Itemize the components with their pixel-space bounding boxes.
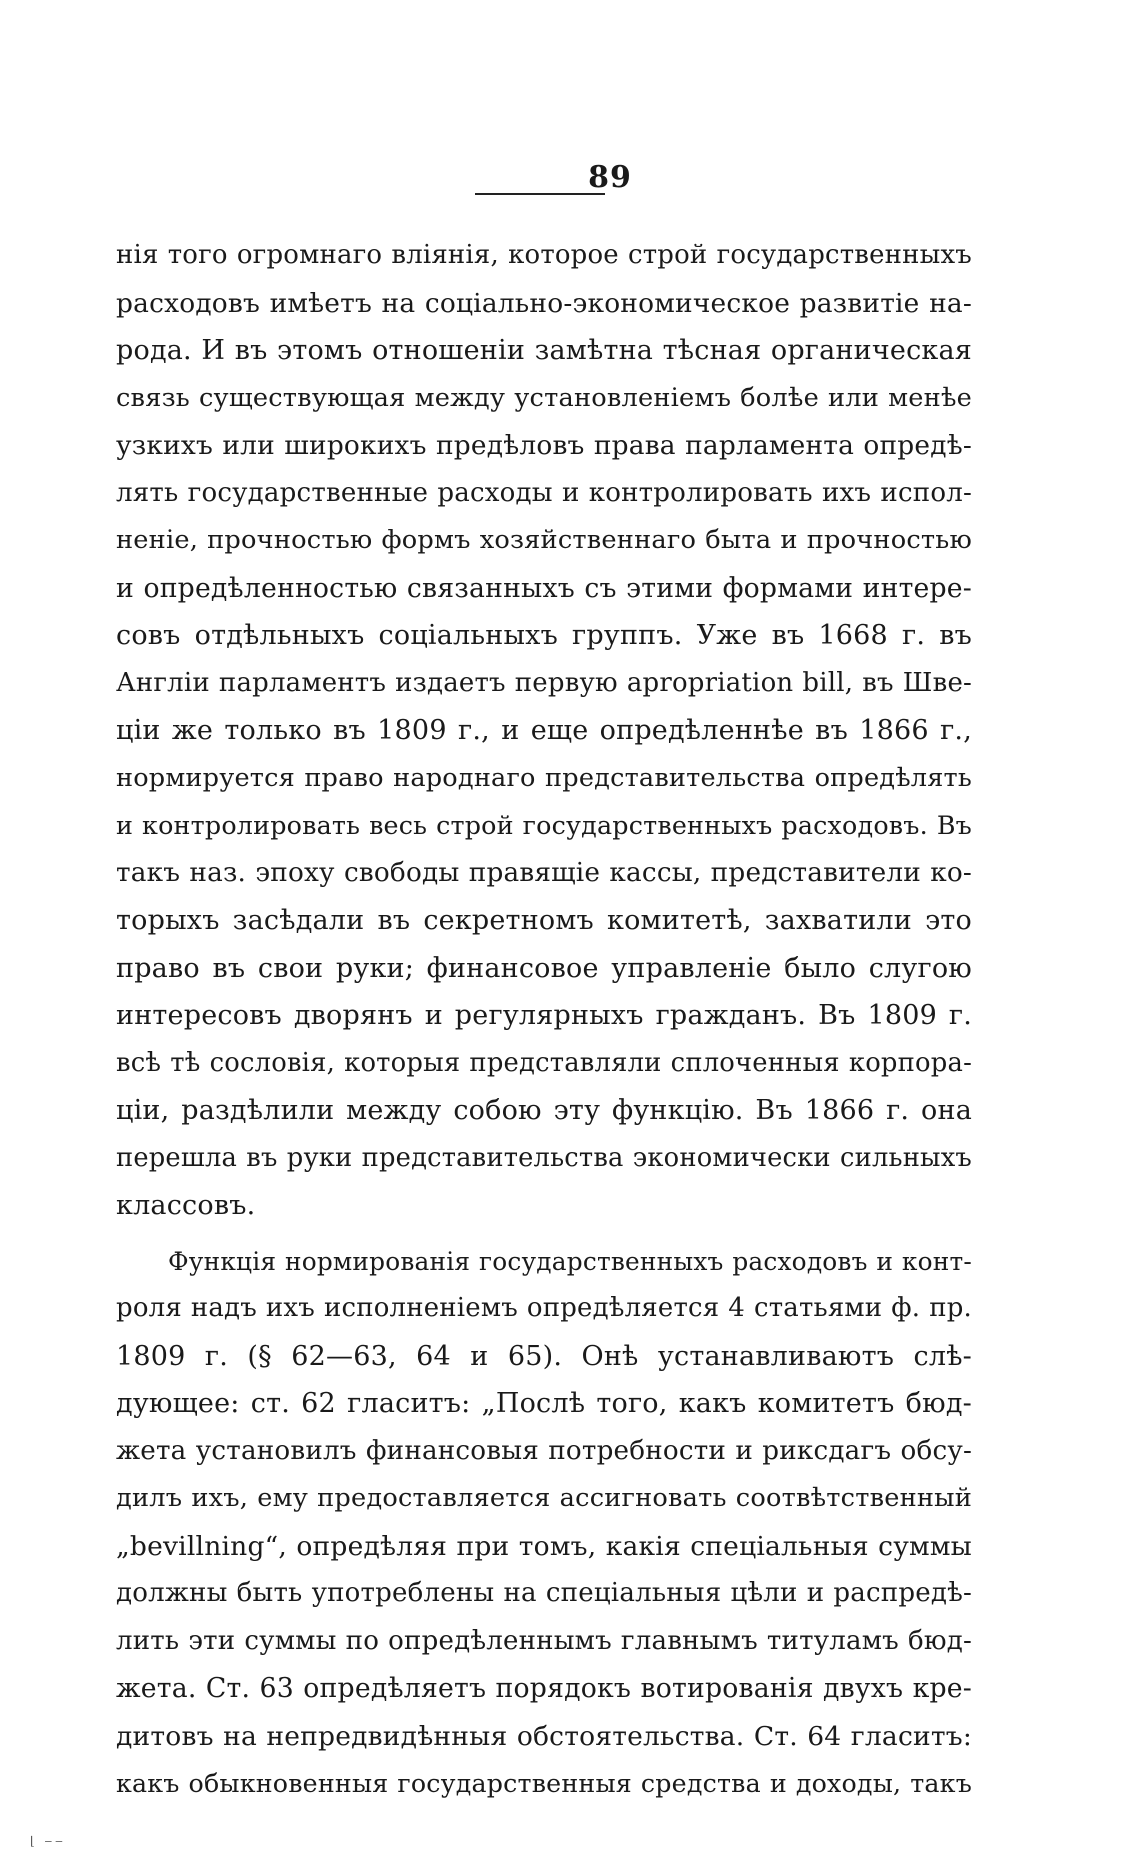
body-text xyxy=(116,232,972,1808)
text-line: узкихъ или широкихъ предѣловъ права парламента опредѣ- xyxy=(116,430,972,461)
page-number: 89 xyxy=(588,160,632,195)
text-line: связь существующая между установленіемъ болѣе или менѣе xyxy=(116,382,972,413)
text-line: жета. Ст. 63 опредѣляетъ порядокъ вотированія двухъ кре- xyxy=(116,1673,972,1704)
text-line: и контролировать весь строй государственныхъ расходовъ. Въ xyxy=(116,810,972,840)
text-line: Функція нормированія государственныхъ расходовъ и конт- xyxy=(168,1246,972,1276)
text-line: дилъ ихъ, ему предоставляется ассигновать соотвѣтственный xyxy=(116,1483,972,1513)
text-line: торыхъ засѣдали въ секретномъ комитетѣ, захватили это xyxy=(116,905,972,936)
text-line: Англіи парламентъ издаетъ первую apropriation bill, въ Шве- xyxy=(116,667,972,698)
text-line: лить эти суммы по опредѣленнымъ главнымъ титуламъ бюд- xyxy=(116,1625,972,1656)
text-line: ціи, раздѣлили между собою эту функцію. Въ 1866 г. она xyxy=(116,1095,972,1126)
text-line: роля надъ ихъ исполненіемъ опредѣляется 4 статьями ф. пр. xyxy=(116,1293,972,1323)
text-line: интересовъ дворянъ и регулярныхъ гражданъ. Въ 1809 г. xyxy=(116,1000,972,1031)
text-line: расходовъ имѣетъ на соціально-экономическое развитіе на- xyxy=(116,287,972,319)
text-line: перешла въ руки представительства экономически сильныхъ xyxy=(116,1142,972,1173)
text-line: должны быть употреблены на спеціальныя цѣли и распредѣ- xyxy=(116,1578,972,1608)
text-line: лять государственные расходы и контролировать ихъ испол- xyxy=(116,477,972,508)
text-line: нія того огромнаго вліянія, которое строй государственныхъ xyxy=(116,240,972,270)
paragraph-2 xyxy=(116,1238,972,1808)
text-line: всѣ тѣ сословія, которыя представляли сплоченныя корпора- xyxy=(116,1047,972,1078)
text-line: дитовъ на непредвидѣнныя обстоятельства. Ст. 64 гласитъ: xyxy=(116,1720,972,1752)
header-rule xyxy=(475,193,605,195)
text-line: неніе, прочностью формъ хозяйственнаго быта и прочностью xyxy=(116,525,972,555)
text-line: дующее: ст. 62 гласитъ: „Послѣ того, какъ комитетъ бюд- xyxy=(116,1388,972,1419)
text-line: классовъ. xyxy=(116,1190,256,1221)
text-line: рода. И въ этомъ отношеніи замѣтна тѣсная органическая xyxy=(116,335,972,366)
text-line: нормируется право народнаго представительства опредѣлять xyxy=(116,762,972,793)
scan-corner-mark: ⌊ ‒‒ xyxy=(30,1834,66,1848)
text-line: такъ наз. эпоху свободы правящіе кассы, представители ко- xyxy=(116,857,972,888)
text-line: жета установилъ финансовыя потребности и риксдагъ обсу- xyxy=(116,1435,972,1466)
text-line: какъ обыкновенныя государственныя средства и доходы, такъ xyxy=(116,1769,972,1798)
paragraph-gap xyxy=(116,1230,972,1238)
text-line: 1809 г. (§ 62—63, 64 и 65). Онѣ устанавливаютъ слѣ- xyxy=(116,1340,972,1372)
text-line: и опредѣленностью связанныхъ съ этими формами интере- xyxy=(116,572,972,604)
paragraph-1 xyxy=(116,232,972,1230)
text-line: право въ свои руки; финансовое управленіе было слугою xyxy=(116,952,972,984)
text-line: ціи же только въ 1809 г., и еще опредѣленнѣе въ 1866 г., xyxy=(116,715,972,746)
text-line: „bevillning“, опредѣляя при томъ, какія спеціальныя суммы xyxy=(116,1530,972,1562)
text-line: совъ отдѣльныхъ соціальныхъ группъ. Уже въ 1668 г. въ xyxy=(116,620,972,651)
